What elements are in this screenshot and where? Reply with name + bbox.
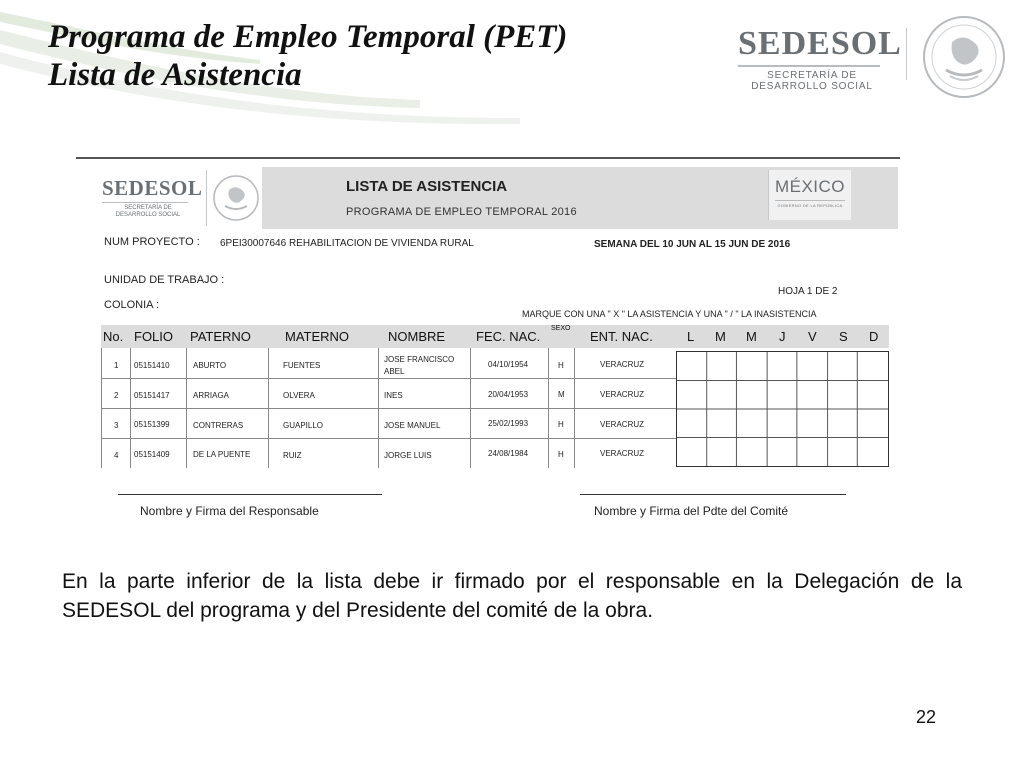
mexico-logo-word: MÉXICO: [774, 177, 846, 196]
row3-paterno: CONTRERAS: [193, 421, 244, 430]
col-divider: [101, 348, 102, 468]
form-logo-divider: [206, 170, 207, 226]
row2-folio: 05151417: [134, 391, 170, 400]
row3-sexo: H: [558, 420, 564, 429]
mexico-logo-sub: GOBIERNO DE LA REPÚBLICA: [777, 203, 843, 208]
slide-title: [48, 18, 567, 94]
col-day-m1: M: [715, 329, 726, 344]
signature-label-responsable: Nombre y Firma del Responsable: [140, 504, 319, 518]
col-folio: FOLIO: [134, 329, 174, 344]
form-title: LISTA DE ASISTENCIA: [346, 178, 508, 195]
unidad-trabajo-label: UNIDAD DE TRABAJO :: [104, 274, 225, 286]
num-proyecto-label: NUM PROYECTO :: [104, 236, 200, 248]
signature-line-comite: [580, 494, 846, 495]
logo-divider: [906, 28, 907, 80]
form-logo-word: SEDESOL: [102, 176, 203, 200]
col-day-v: V: [808, 329, 817, 344]
slide-title-line1: Programa de Empleo Temporal (PET): [48, 19, 568, 55]
row3-materno: GUAPILLO: [283, 421, 324, 430]
row4-folio: 05151409: [134, 450, 170, 459]
col-sexo: SEXO: [551, 325, 571, 332]
col-day-j: J: [779, 329, 786, 344]
form-sedesol-logo: [102, 177, 202, 219]
col-divider: [548, 348, 549, 468]
sedesol-logo-bar: [738, 65, 880, 67]
row4-materno: RUIZ: [283, 451, 302, 460]
col-day-d: D: [869, 329, 879, 344]
col-divider: [186, 348, 187, 468]
form-logo-sub1: SECRETARÍA DE: [124, 205, 172, 211]
row3-ent-nac: VERACRUZ: [600, 420, 645, 429]
form-subtitle: PROGRAMA DE EMPLEO TEMPORAL 2016: [346, 206, 577, 218]
row1-fec-nac: 04/10/1954: [488, 360, 529, 369]
row1-no: 1: [114, 361, 119, 370]
row1-nombre: JOSE FRANCISCO: [384, 355, 455, 364]
sedesol-logo: [738, 25, 902, 92]
row1-sexo: H: [558, 361, 564, 370]
row1-materno: FUENTES: [283, 361, 321, 370]
row4-ent-nac: VERACRUZ: [600, 449, 645, 458]
col-divider: [378, 348, 379, 468]
col-nombre: NOMBRE: [388, 329, 446, 344]
semana-text: SEMANA DEL 10 JUN AL 15 JUN DE 2016: [594, 239, 791, 250]
row-divider: [101, 378, 676, 379]
row2-no: 2: [114, 391, 119, 400]
page-number: 22: [916, 707, 937, 727]
row3-fec-nac: 25/02/1993: [488, 419, 529, 428]
form-logo-sub2: DESARROLLO SOCIAL: [115, 212, 181, 218]
row4-fec-nac: 24/08/1984: [488, 449, 529, 458]
col-day-l: L: [687, 329, 695, 344]
row4-nombre: JORGE LUIS: [384, 451, 432, 460]
row2-paterno: ARRIAGA: [193, 391, 230, 400]
col-day-m2: M: [746, 329, 757, 344]
colonia-label: COLONIA :: [104, 299, 160, 311]
slide-title-line2: Lista de Asistencia: [48, 57, 302, 93]
row3-no: 3: [114, 421, 119, 430]
signature-label-comite: Nombre y Firma del Pdte del Comité: [594, 504, 789, 518]
col-materno: MATERNO: [285, 329, 350, 344]
sedesol-logo-sub2: DESARROLLO SOCIAL: [751, 81, 873, 92]
attendance-day-grid: [676, 351, 889, 467]
col-fec-nac: FEC. NAC.: [476, 329, 541, 344]
row1-nombre2: ABEL: [384, 367, 405, 376]
row2-materno: OLVERA: [283, 391, 315, 400]
row-divider: [101, 438, 676, 439]
instruction-text: MARQUE CON UNA " X " LA ASISTENCIA Y UNA " / " LA INASISTENCIA: [522, 309, 817, 319]
row2-sexo: M: [558, 390, 565, 399]
mexico-logo: [768, 170, 851, 220]
col-ent-nac: ENT. NAC.: [590, 329, 653, 344]
sedesol-logo-word: SEDESOL: [738, 25, 902, 62]
col-no: No.: [103, 329, 124, 344]
col-divider: [470, 348, 471, 468]
col-divider: [574, 348, 575, 468]
hoja-text: HOJA 1 DE 2: [778, 286, 838, 297]
row4-paterno: DE LA PUENTE: [193, 450, 251, 459]
row1-ent-nac: VERACRUZ: [600, 360, 645, 369]
row2-nombre: INES: [384, 391, 403, 400]
mexican-coat-of-arms-icon: [916, 12, 1012, 102]
sedesol-logo-sub1: SECRETARÍA DE: [767, 70, 857, 81]
row2-fec-nac: 20/04/1953: [488, 390, 529, 399]
row1-folio: 05151410: [134, 361, 170, 370]
form-coat-of-arms-icon: [210, 170, 262, 226]
row3-nombre: JOSE MANUEL: [384, 421, 441, 430]
row3-folio: 05151399: [134, 420, 170, 429]
num-proyecto-value: 6PEI30007646 REHABILITACION DE VIVIENDA RURAL: [220, 238, 474, 249]
mexico-logo-bar: [775, 200, 845, 201]
col-divider: [268, 348, 269, 468]
row4-sexo: H: [558, 450, 564, 459]
form-logo-bar: [102, 202, 188, 203]
col-day-s: S: [839, 329, 848, 344]
col-paterno: PATERNO: [190, 329, 251, 344]
col-divider: [130, 348, 131, 468]
form-top-rule: [76, 157, 900, 159]
row4-no: 4: [114, 451, 119, 460]
explanation-paragraph: En la parte inferior de la lista debe ir firmado por el responsable en la Delegación de la SEDESOL del programa y del Presidente del comité de la obra.: [62, 570, 962, 622]
signature-line-responsable: [118, 494, 382, 495]
row2-ent-nac: VERACRUZ: [600, 390, 645, 399]
row-divider: [101, 408, 676, 409]
row1-paterno: ABURTO: [193, 361, 227, 370]
